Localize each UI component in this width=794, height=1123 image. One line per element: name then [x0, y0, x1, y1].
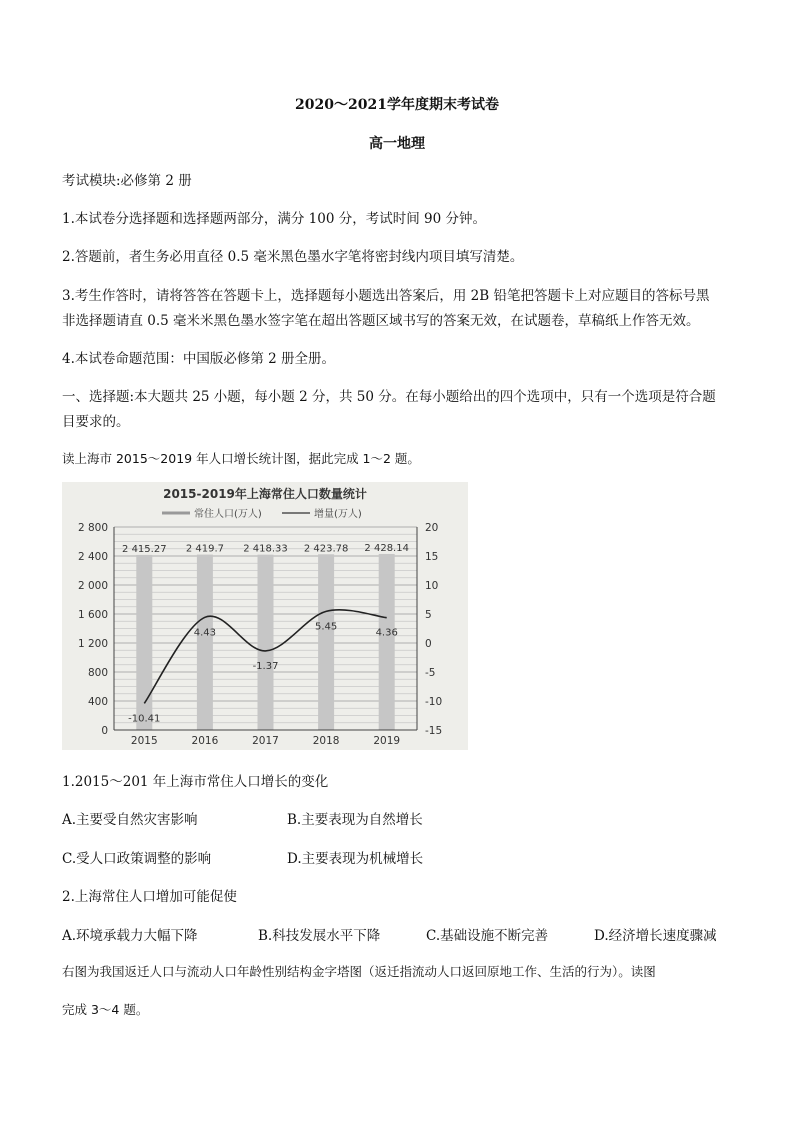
q1-option-b[interactable]: B.主要表现为自然增长	[287, 812, 423, 828]
right-tick-label: 5	[425, 609, 432, 621]
instruction-1: 1.本试卷分选择题和选择题两部分，满分 100 分，考试时间 90 分钟。	[62, 211, 486, 227]
bar-label-2015: 2 415.27	[122, 543, 167, 555]
right-tick-label: 10	[425, 580, 439, 592]
left-tick-label: 0	[101, 725, 108, 737]
left-tick-label: 2 000	[77, 580, 108, 592]
bar-label-2017: 2 418.33	[243, 543, 288, 555]
population-chart-svg	[62, 482, 468, 750]
q2-stem: 2.上海常住人口增加可能促使	[62, 889, 237, 905]
q1-option-a[interactable]: A.主要受自然灾害影响	[62, 812, 198, 828]
right-tick-label: 15	[425, 551, 439, 563]
left-tick-label: 800	[87, 667, 108, 679]
legend-label-increment: 增量(万人)	[314, 509, 362, 520]
x-tick-label-2019: 2019	[373, 735, 401, 747]
q1-stem: 1.2015～201 年上海市常住人口增长的变化	[62, 774, 329, 790]
bar-label-2018: 2 423.78	[303, 543, 349, 555]
exam-module: 考试模块:必修第 2 册	[62, 173, 192, 189]
increment-label-2017: -1.37	[252, 660, 279, 672]
increment-label-2015: -10.41	[128, 713, 161, 725]
bar-label-2016: 2 419.7	[185, 543, 224, 555]
section-heading-line1: 一、选择题:本大题共 25 小题，每小题 2 分，共 50 分。在每小题给出的四个选项中，只有一个选项是符合题	[62, 389, 716, 405]
right-tick-label: 0	[425, 638, 432, 650]
bar-2019	[379, 554, 395, 730]
instruction-3-line1: 3.考生作答时，请将答答在答题卡上，选择题每小题选出答案后，用 2B 铅笔把答题卡上对应题目的答标号黑	[62, 288, 710, 304]
x-tick-label-2015: 2015	[130, 735, 158, 747]
q1-option-d[interactable]: D.主要表现为机械增长	[287, 851, 424, 867]
q2-option-b[interactable]: B.科技发展水平下降	[258, 928, 381, 944]
population-chart	[62, 482, 468, 750]
bar-2017	[258, 555, 274, 730]
exam-title: 2020～2021学年度期末考试卷	[295, 97, 499, 113]
instruction-3-line2: 非选择题请直 0.5 毫米米黑色墨水签字笔在超出答题区域书写的答案无效，在试题卷，草稿纸上作答无效。	[62, 313, 700, 329]
increment-label-2018: 5.45	[314, 621, 338, 633]
x-tick-label-2017: 2017	[252, 735, 279, 747]
increment-label-2019: 4.36	[375, 627, 398, 639]
legend-label-population: 常住人口(万人)	[194, 509, 262, 520]
right-tick-label: -15	[425, 725, 443, 737]
x-tick-label-2018: 2018	[312, 735, 340, 747]
chart-title: 2015-2019年上海常住人口数量统计	[163, 487, 367, 501]
q2-option-c[interactable]: C.基础设施不断完善	[426, 928, 549, 944]
q2-option-a[interactable]: A.环境承载力大幅下降	[62, 928, 198, 944]
bar-2018	[318, 554, 334, 730]
bar-2015	[136, 555, 152, 730]
q3-4-intro-line1: 右图为我国返迁人口与流动人口年龄性别结构金字塔图（返迁指流动人口返回原地工作、生活的行为）。读图	[62, 964, 656, 979]
right-tick-label: -10	[425, 696, 443, 708]
q1-option-c[interactable]: C.受人口政策调整的影响	[62, 851, 212, 867]
bar-2016	[197, 555, 213, 730]
left-tick-label: 2 800	[77, 522, 108, 534]
left-tick-label: 2 400	[77, 551, 108, 563]
exam-subject: 高一地理	[369, 136, 425, 152]
left-tick-label: 1 200	[77, 638, 108, 650]
right-tick-label: -5	[425, 667, 436, 679]
chart-intro: 读上海市 2015～2019 年人口增长统计图，据此完成 1～2 题。	[62, 451, 420, 466]
section-heading-line2: 目要求的。	[62, 414, 130, 430]
increment-label-2016: 4.43	[193, 627, 217, 639]
left-tick-label: 400	[87, 696, 108, 708]
bar-label-2019: 2 428.14	[364, 542, 409, 554]
left-tick-label: 1 600	[77, 609, 108, 621]
q2-option-d[interactable]: D.经济增长速度骤减	[594, 928, 717, 944]
instruction-4: 4.本试卷命题范围：中国版必修第 2 册全册。	[62, 351, 336, 367]
x-tick-label-2016: 2016	[191, 735, 219, 747]
instruction-2: 2.答题前，者生务必用直径 0.5 毫米黑色墨水字笔将密封线内项目填写清楚。	[62, 249, 524, 265]
q3-4-intro-line2: 完成 3～4 题。	[62, 1002, 149, 1017]
right-tick-label: 20	[425, 522, 439, 534]
